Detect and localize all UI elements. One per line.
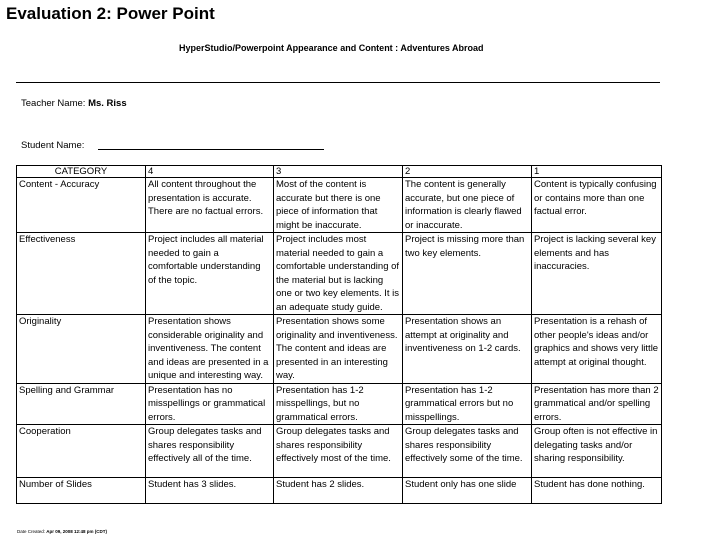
cell-score-4: Group delegates tasks and shares responsibility effectively all of the time.: [146, 425, 274, 478]
table-row: [17, 233, 662, 315]
page-title: Evaluation 2: Power Point: [6, 4, 215, 23]
teacher-name-value: Ms. Riss: [88, 98, 127, 109]
table-row: [17, 478, 662, 504]
cell-score-3: Most of the content is accurate but there is one piece of information that might be inaccurate.: [274, 178, 403, 233]
cell-score-4: Presentation shows considerable originality and inventiveness. The content and ideas are presented in a unique and interesting way.: [146, 315, 274, 384]
date-created-label: Date Created:: [17, 529, 46, 534]
header-score-1: 1: [532, 166, 662, 178]
cell-score-4: All content throughout the presentation is accurate. There are no factual errors.: [146, 178, 274, 233]
teacher-name-line: [21, 98, 127, 109]
row-category: Originality: [17, 315, 146, 384]
cell-score-2: Presentation has 1-2 grammatical errors but no misspellings.: [403, 383, 532, 425]
rubric-title: HyperStudio/Powerpoint Appearance and Content : Adventures Abroad: [179, 43, 484, 53]
cell-score-3: Presentation has 1-2 misspellings, but no grammatical errors.: [274, 383, 403, 425]
cell-score-2: The content is generally accurate, but one piece of information is clearly flawed or inaccurate.: [403, 178, 532, 233]
row-category: Effectiveness: [17, 233, 146, 315]
row-category: Cooperation: [17, 425, 146, 478]
student-name-blank: [98, 149, 324, 150]
header-score-3: 3: [274, 166, 403, 178]
table-header-row: [17, 166, 662, 178]
divider-line: [16, 82, 660, 83]
cell-score-3: Project includes most material needed to gain a comfortable understanding of the material but is lacking one or two key elements. It is an adequate study guide.: [274, 233, 403, 315]
cell-score-3: Student has 2 slides.: [274, 478, 403, 504]
cell-score-1: Presentation has more than 2 grammatical and/or spelling errors.: [532, 383, 662, 425]
cell-score-1: Project is lacking several key elements and has inaccuracies.: [532, 233, 662, 315]
table-row: [17, 383, 662, 425]
cell-score-2: Student only has one slide: [403, 478, 532, 504]
row-category: Number of Slides: [17, 478, 146, 504]
date-created-footer: [17, 529, 107, 534]
teacher-name-label: Teacher Name:: [21, 98, 86, 109]
cell-score-1: Group often is not effective in delegating tasks and/or sharing responsibility.: [532, 425, 662, 478]
cell-score-4: Presentation has no misspellings or grammatical errors.: [146, 383, 274, 425]
header-score-2: 2: [403, 166, 532, 178]
row-category: Content - Accuracy: [17, 178, 146, 233]
cell-score-2: Presentation shows an attempt at originality and inventiveness on 1-2 cards.: [403, 315, 532, 384]
cell-score-1: Content is typically confusing or contains more than one factual error.: [532, 178, 662, 233]
cell-score-1: Student has done nothing.: [532, 478, 662, 504]
cell-score-1: Presentation is a rehash of other people's ideas and/or graphics and shows very little attempt at original thought.: [532, 315, 662, 384]
row-category: Spelling and Grammar: [17, 383, 146, 425]
header-score-4: 4: [146, 166, 274, 178]
cell-score-2: Project is missing more than two key elements.: [403, 233, 532, 315]
cell-score-4: Student has 3 slides.: [146, 478, 274, 504]
student-name-label: Student Name:: [21, 140, 85, 151]
table-row: [17, 315, 662, 384]
cell-score-3: Group delegates tasks and shares responsibility effectively most of the time.: [274, 425, 403, 478]
cell-score-4: Project includes all material needed to gain a comfortable understanding of the topic.: [146, 233, 274, 315]
date-created-value: Apr 09, 2008 12:48 pm (CDT): [46, 529, 108, 534]
cell-score-2: Group delegates tasks and shares responsibility effectively some of the time.: [403, 425, 532, 478]
cell-score-3: Presentation shows some originality and inventiveness. The content and ideas are presented in an interesting way.: [274, 315, 403, 384]
student-name-line: [21, 140, 324, 151]
header-category: CATEGORY: [17, 166, 146, 178]
table-row: [17, 178, 662, 233]
table-row: [17, 425, 662, 478]
rubric-table: [16, 165, 662, 504]
